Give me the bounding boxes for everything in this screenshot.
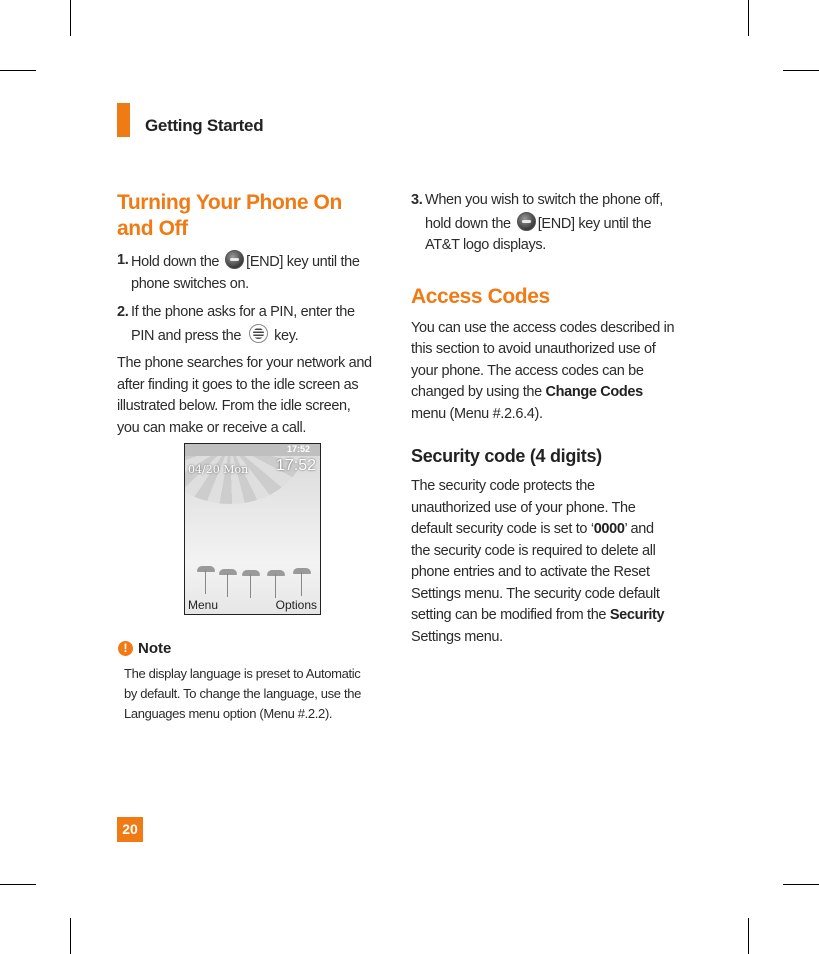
- section-accent-bar: [117, 103, 130, 137]
- softkey-menu: Menu: [188, 598, 219, 612]
- crop-mark: [748, 918, 749, 954]
- att-key-icon: [249, 324, 268, 343]
- note-title: Note: [138, 640, 172, 657]
- default-code: 0000: [593, 521, 625, 537]
- left-column: [117, 190, 372, 439]
- access-codes-paragraph: [411, 318, 676, 426]
- paragraph-text: Settings menu.: [411, 628, 503, 645]
- note-icon: !: [118, 641, 133, 656]
- crop-mark: [70, 0, 71, 36]
- umbrella-pole: [205, 570, 206, 594]
- crop-mark: [0, 70, 36, 71]
- umbrella-pole: [227, 573, 228, 597]
- step-number: 2.: [117, 304, 129, 320]
- end-key-icon: [225, 250, 244, 269]
- heading-turning-on-off: Turning Your Phone On and Off: [117, 191, 342, 240]
- note-text: The display language is preset to Automatic by default. To change the language, use the Languages menu option (Menu #.2.2).: [124, 666, 361, 721]
- security-term: Security: [609, 607, 665, 623]
- paragraph-text: You can use the access codes described in this section to avoid unauthorized use of your phone. The access codes can be changed by using the: [411, 319, 675, 400]
- umbrella-icon: [267, 570, 285, 576]
- step-2: [117, 302, 372, 347]
- crop-mark: [0, 884, 36, 885]
- status-bar-time: 17:52: [286, 444, 310, 454]
- phone-idle-screen: [184, 443, 321, 615]
- umbrella-icon: [197, 566, 215, 572]
- step-text: [END] key until the phone switches on.: [131, 254, 360, 292]
- idle-date: 04/20 Mon: [188, 463, 249, 476]
- step-text: If the phone asks for a PIN, enter the PIN and press the: [131, 304, 355, 344]
- step-1: [117, 250, 372, 295]
- umbrella-icon: [219, 569, 237, 575]
- section-title: Getting Started: [145, 116, 264, 135]
- change-codes-term: Change Codes: [545, 384, 643, 400]
- idle-time: 17:52: [275, 457, 316, 474]
- umbrella-icon: [293, 568, 311, 574]
- step-text: key.: [274, 327, 299, 344]
- step-text: [END] key until the AT&T logo displays.: [425, 215, 652, 253]
- umbrella-pole: [250, 574, 251, 598]
- crop-mark: [783, 70, 819, 71]
- crop-mark: [748, 0, 749, 36]
- step-text: When you wish to switch the phone off, hold down the: [425, 192, 663, 232]
- heading-security-code: Security code (4 digits): [411, 446, 602, 466]
- end-key-icon: [517, 212, 536, 231]
- umbrella-pole: [275, 574, 276, 598]
- umbrella-pole: [301, 572, 302, 596]
- paragraph-text: The security code protects the unauthorized use of your phone. The default security code is set to ‘: [411, 478, 636, 537]
- step-text: Hold down the: [131, 254, 220, 270]
- step-number: 1.: [117, 252, 129, 268]
- crop-mark: [70, 918, 71, 954]
- heading-access-codes: Access Codes: [411, 284, 550, 308]
- idle-screen-paragraph: The phone searches for your network and after finding it goes to the idle screen as illustrated below. From the idle screen, you can make or receive a call.: [117, 355, 372, 436]
- step-number: 3.: [411, 192, 423, 208]
- softkey-options: Options: [275, 598, 317, 612]
- paragraph-text: ’ and the security code is required to delete all phone entries and to activate the Reset Settings menu. The security code default setting can be modified from the: [411, 521, 660, 623]
- security-code-paragraph: [411, 476, 676, 648]
- step-3: [411, 190, 676, 257]
- crop-mark: [783, 884, 819, 885]
- right-column: [411, 190, 676, 648]
- page-number: 20: [117, 817, 143, 842]
- umbrella-icon: [242, 570, 260, 576]
- paragraph-text: menu (Menu #.2.6.4).: [411, 405, 543, 422]
